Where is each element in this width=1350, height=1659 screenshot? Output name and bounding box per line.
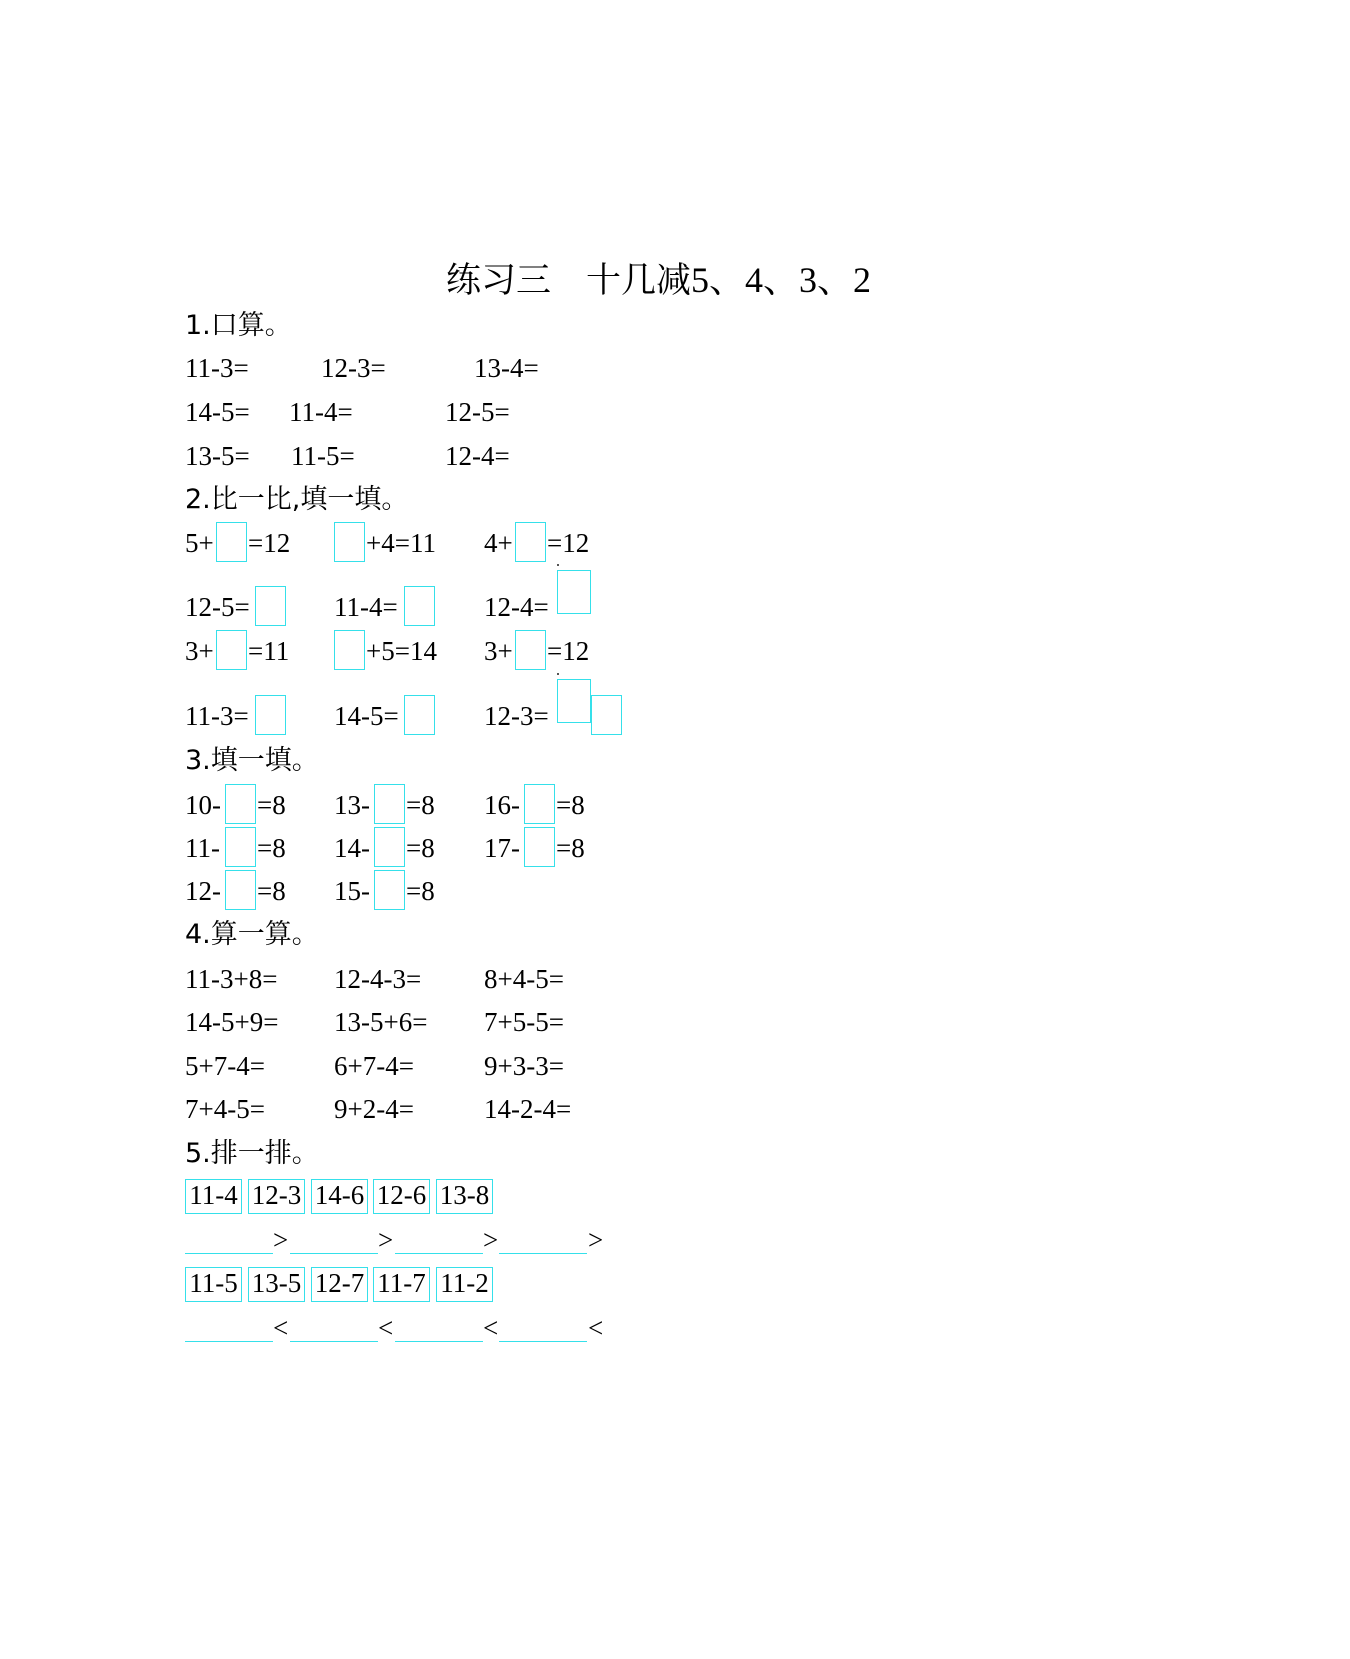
comparison-symbol: > — [588, 1225, 604, 1255]
answer-box[interactable] — [334, 522, 365, 562]
expr-part: 4+ — [484, 528, 513, 558]
answer-box[interactable] — [334, 630, 365, 670]
expr-part: =8 — [257, 876, 286, 906]
problem: 11-3+8= — [185, 964, 278, 994]
problem: 11-5= — [291, 441, 355, 471]
answer-box[interactable] — [404, 586, 435, 626]
section-4-heading: 4.算一算。 — [185, 919, 319, 950]
problem: 14-2-4= — [484, 1094, 572, 1124]
expr-part: =8 — [556, 790, 585, 820]
expr-part: 17- — [484, 833, 520, 863]
expr-part: 11-3= — [185, 701, 249, 731]
comparison-symbol: > — [483, 1225, 499, 1255]
answer-box[interactable] — [255, 586, 286, 626]
problem: 7+4-5= — [185, 1094, 265, 1124]
problem: 14-5= — [185, 397, 250, 427]
comparison-symbol: > — [378, 1225, 394, 1255]
expr-part: =12 — [547, 636, 590, 666]
expr-part: 3+ — [185, 636, 214, 666]
answer-blank[interactable] — [395, 1224, 483, 1254]
expression-box: 14-6 — [311, 1179, 368, 1214]
answer-blank[interactable] — [290, 1312, 378, 1342]
expr-part: 12-4= — [484, 592, 549, 622]
problem: 9+2-4= — [334, 1094, 414, 1124]
answer-box[interactable] — [557, 679, 591, 723]
expr-part: +5=14 — [366, 636, 437, 666]
expr-part: =8 — [406, 876, 435, 906]
expression-box: 13-5 — [248, 1267, 305, 1302]
expr-part: 12- — [185, 876, 221, 906]
problem: 8+4-5= — [484, 964, 564, 994]
expr-part: =11 — [248, 636, 290, 666]
expression-box: 12-3 — [248, 1179, 305, 1214]
problem: 6+7-4= — [334, 1051, 414, 1081]
answer-box[interactable] — [255, 695, 286, 735]
problem: 13-5+6= — [334, 1007, 428, 1037]
page-title — [446, 260, 871, 301]
answer-box[interactable] — [216, 630, 247, 670]
answer-blank[interactable] — [185, 1224, 273, 1254]
problem: 5+7-4= — [185, 1051, 265, 1081]
expr-part: 11- — [185, 833, 220, 863]
dot-mark — [557, 673, 559, 675]
expr-part: 14-5= — [334, 701, 399, 731]
expr-part: +4=11 — [366, 528, 436, 558]
answer-box[interactable] — [524, 827, 555, 867]
problem: 14-5+9= — [185, 1007, 279, 1037]
answer-blank[interactable] — [499, 1312, 587, 1342]
expr-part: =8 — [406, 833, 435, 863]
answer-box[interactable] — [557, 570, 591, 614]
answer-box[interactable] — [515, 630, 546, 670]
expr-part: 12-3= — [484, 701, 549, 731]
answer-blank[interactable] — [395, 1312, 483, 1342]
answer-blank[interactable] — [185, 1312, 273, 1342]
expr-part: 10- — [185, 790, 221, 820]
answer-box[interactable] — [225, 827, 256, 867]
expression-box: 11-2 — [436, 1267, 493, 1302]
expr-part: =8 — [406, 790, 435, 820]
expr-part: 11-4= — [334, 592, 398, 622]
expr-part: 13- — [334, 790, 370, 820]
expr-part: 16- — [484, 790, 520, 820]
answer-box[interactable] — [374, 870, 405, 910]
expr-part: 12-5= — [185, 592, 250, 622]
section-5-heading: 5.排一排。 — [185, 1138, 319, 1169]
expr-part: 3+ — [484, 636, 513, 666]
answer-box[interactable] — [374, 827, 405, 867]
dot-mark — [557, 564, 559, 566]
answer-box[interactable] — [225, 784, 256, 824]
answer-box[interactable] — [374, 784, 405, 824]
problem: 11-3= — [185, 353, 249, 383]
answer-box[interactable] — [524, 784, 555, 824]
expression-box: 11-4 — [185, 1179, 242, 1214]
comparison-symbol: < — [378, 1313, 394, 1343]
answer-box[interactable] — [591, 695, 622, 735]
problem: 13-5= — [185, 441, 250, 471]
problem: 13-4= — [474, 353, 539, 383]
expr-part: 14- — [334, 833, 370, 863]
expr-part: =8 — [257, 833, 286, 863]
section-2-heading: 2.比一比,填一填。 — [185, 484, 409, 515]
comparison-symbol: > — [273, 1225, 289, 1255]
expression-box: 12-6 — [373, 1179, 430, 1214]
title-numbers: 5、4、3、2 — [691, 260, 872, 300]
problem: 9+3-3= — [484, 1051, 564, 1081]
answer-blank[interactable] — [499, 1224, 587, 1254]
expression-box: 13-8 — [436, 1179, 493, 1214]
problem: 12-4-3= — [334, 964, 422, 994]
expression-box: 11-5 — [185, 1267, 242, 1302]
expr-part: =12 — [248, 528, 291, 558]
title-text: 练习三 十几减 — [446, 261, 692, 301]
problem: 7+5-5= — [484, 1007, 564, 1037]
comparison-symbol: < — [588, 1313, 604, 1343]
expr-part: 15- — [334, 876, 370, 906]
comparison-symbol: < — [273, 1313, 289, 1343]
expression-box: 12-7 — [311, 1267, 368, 1302]
expr-part: 5+ — [185, 528, 214, 558]
answer-box[interactable] — [225, 870, 256, 910]
answer-blank[interactable] — [290, 1224, 378, 1254]
answer-box[interactable] — [216, 522, 247, 562]
problem: 12-5= — [445, 397, 510, 427]
problem: 12-3= — [321, 353, 386, 383]
section-3-heading: 3.填一填。 — [185, 745, 319, 776]
expr-part: =12 — [547, 528, 590, 558]
problem: 11-4= — [289, 397, 353, 427]
expr-part: =8 — [556, 833, 585, 863]
expr-part: =8 — [257, 790, 286, 820]
section-1-heading: 1.口算。 — [185, 310, 292, 341]
problem: 12-4= — [445, 441, 510, 471]
expression-box: 11-7 — [373, 1267, 430, 1302]
answer-box[interactable] — [404, 695, 435, 735]
answer-box[interactable] — [515, 522, 546, 562]
comparison-symbol: < — [483, 1313, 499, 1343]
